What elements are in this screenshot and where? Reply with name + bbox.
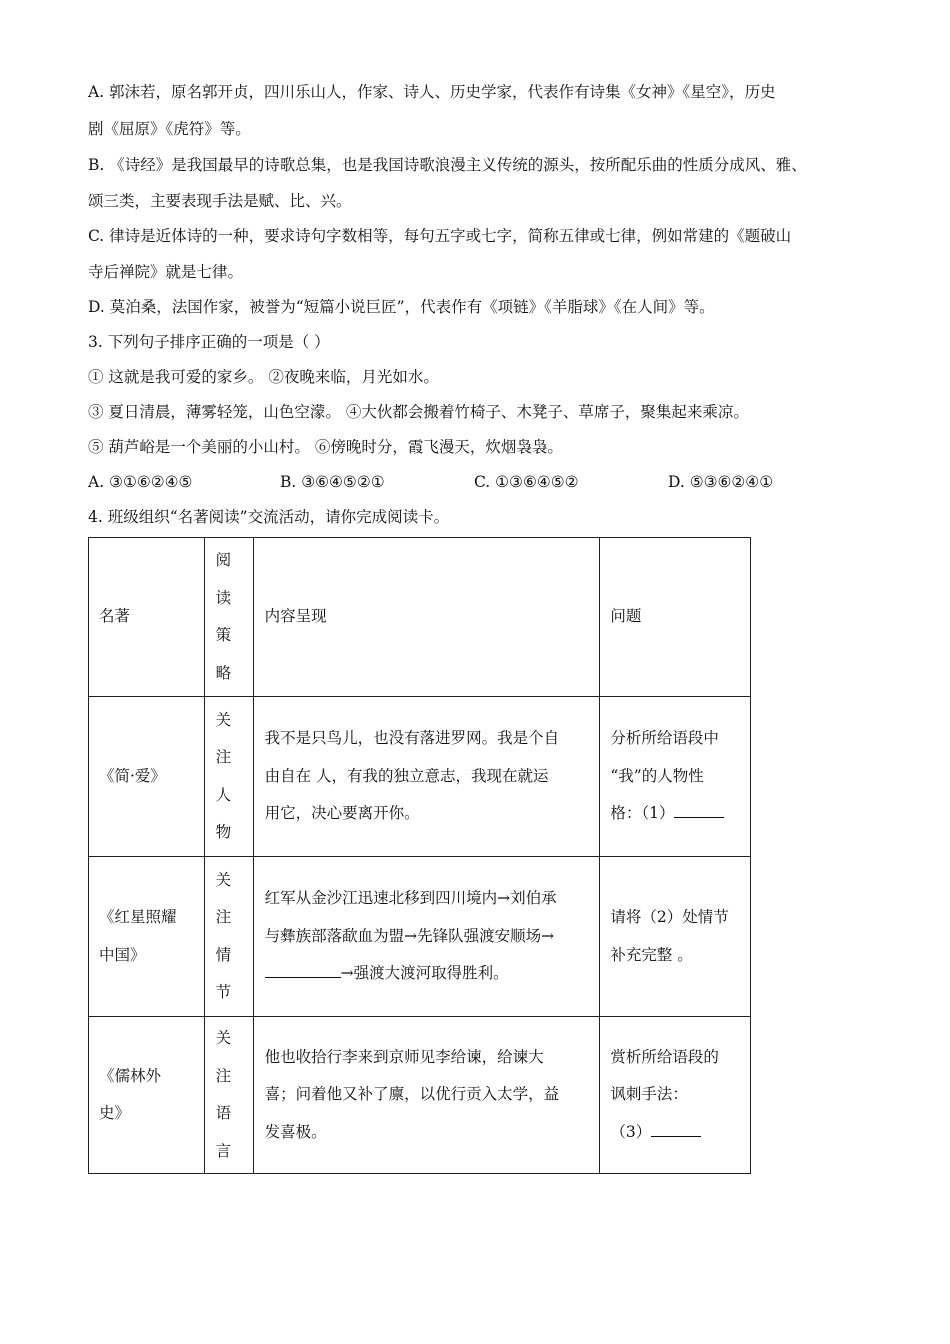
strategy-cell <box>204 857 253 1017</box>
question3-sentences-row3: ⑤ 葫芦峪是一个美丽的小山村。 ⑥傍晚时分，霞飞漫天，炊烟袅袅。 <box>88 438 563 456</box>
question3-choice-a[interactable]: A. ③①⑥②④⑤ <box>88 473 193 491</box>
content-line: 由自在 人，有我的独立意志，我现在就运 <box>264 766 549 785</box>
question-line: “我”的人物性 <box>610 766 704 785</box>
content-line: 发喜极。 <box>264 1122 327 1141</box>
strategy-char: 节 <box>215 983 232 1001</box>
table-row <box>89 857 751 1017</box>
question-line: （3） <box>610 1122 652 1141</box>
content-line: 与彝族部落歃血为盟→先锋队强渡安顺场→ <box>264 926 555 945</box>
option-b-line2: 颂三类，主要表现手法是赋、比、兴。 <box>88 192 352 210</box>
question3-sentences-row1: ① 这就是我可爱的家乡。 ②夜晚来临，月光如水。 <box>88 368 439 386</box>
content-line: 喜；问着他又补了廪，以优行贡入太学，益 <box>264 1085 560 1104</box>
question-line: 分析所给语段中 <box>610 729 719 748</box>
question-cell <box>600 857 751 1017</box>
strategy-char: 言 <box>215 1141 232 1160</box>
question-cell <box>600 1017 751 1174</box>
table-row <box>89 1017 751 1174</box>
reading-card-table <box>88 537 751 1174</box>
question3-choice-c[interactable]: C. ①③⑥④⑤② <box>474 473 579 491</box>
answer-blank-3[interactable] <box>651 1122 701 1137</box>
question-line: 讽刺手法： <box>610 1085 688 1104</box>
header-strategy-char: 策 <box>215 626 232 644</box>
strategy-char: 关 <box>215 710 232 729</box>
strategy-char: 人 <box>215 785 232 804</box>
question4-stem: 4. 班级组织“名著阅读”交流活动，请你完成阅读卡。 <box>88 508 450 526</box>
content-cell <box>253 1017 600 1174</box>
question3-choice-d[interactable]: D. ⑤③⑥②④① <box>668 473 774 491</box>
question-line-with-blank <box>610 795 740 833</box>
header-strategy <box>204 538 253 697</box>
content-line: →强渡大渡河取得胜利。 <box>340 964 509 983</box>
book-name-line: 中国》 <box>99 945 146 964</box>
question-line: 补充完整 。 <box>610 945 693 964</box>
answer-blank-2[interactable] <box>265 963 341 978</box>
header-strategy-char: 略 <box>215 663 232 682</box>
strategy-cell <box>204 1017 253 1174</box>
strategy-char: 注 <box>215 748 232 766</box>
option-d-line1: D. 莫泊桑，法国作家，被誉为“短篇小说巨匠”，代表作有《项链》《羊脂球》《在人间》等。 <box>88 298 715 316</box>
content-line: 红军从金沙江迅速北移到四川境内→刘伯承 <box>264 889 557 908</box>
strategy-char: 注 <box>215 908 232 926</box>
content-line: 我不是只鸟儿，也没有落进罗网。我是个自 <box>264 729 560 748</box>
strategy-char: 关 <box>215 870 232 889</box>
question-line-with-blank <box>610 1114 740 1152</box>
table-row <box>89 697 751 857</box>
content-cell <box>253 857 600 1017</box>
content-line-with-blank <box>265 955 589 993</box>
book-name: 《简·爱》 <box>89 697 205 857</box>
question3-stem: 3. 下列句子排序正确的一项是（ ） <box>88 333 330 351</box>
option-a-line1: A. 郭沫若，原名郭开贞，四川乐山人，作家、诗人、历史学家，代表作有诗集《女神》《星空》，历史 <box>88 83 776 101</box>
header-question: 问题 <box>600 538 751 697</box>
option-a-line2: 剧《屈原》《虎符》等。 <box>88 120 251 138</box>
header-content: 内容呈现 <box>253 538 600 697</box>
content-line: 用它，决心要离开你。 <box>264 804 420 823</box>
book-name-line: 《儒林外 <box>99 1066 162 1085</box>
book-name-line: 《红星照耀 <box>99 908 177 926</box>
strategy-char: 情 <box>215 945 232 964</box>
question3-sentences-row2: ③ 夏日清晨，薄雾轻笼，山色空濛。 ④大伙都会搬着竹椅子、木凳子、草席子，聚集起来乘凉。 <box>88 403 749 421</box>
header-strategy-char: 读 <box>215 588 232 607</box>
book-name <box>89 857 205 1017</box>
option-c-line1: C. 律诗是近体诗的一种，要求诗句字数相等，每句五字或七字，简称五律或七律，例如常建的《题破山 <box>88 227 792 245</box>
table-header-row <box>89 538 751 697</box>
strategy-char: 物 <box>215 823 232 841</box>
header-strategy-char: 阅 <box>215 551 232 569</box>
option-c-line2: 寺后禅院》就是七律。 <box>88 263 244 281</box>
strategy-char: 关 <box>215 1029 232 1047</box>
question3-choice-b[interactable]: B. ③⑥④⑤②① <box>280 473 385 491</box>
book-name-line: 史》 <box>99 1104 131 1122</box>
content-line: 他也收拾行李来到京师见李给谏，给谏大 <box>264 1047 544 1066</box>
book-name <box>89 1017 205 1174</box>
strategy-cell <box>204 697 253 857</box>
option-b-line1: B. 《诗经》是我国最早的诗歌总集，也是我国诗歌浪漫主义传统的源头，按所配乐曲的性质分成风、雅、 <box>88 156 807 174</box>
content-cell <box>253 697 600 857</box>
question-cell <box>600 697 751 857</box>
header-name: 名著 <box>89 538 205 697</box>
question-line: 请将（2）处情节 <box>610 908 729 926</box>
question-line: 赏析所给语段的 <box>610 1047 719 1066</box>
strategy-char: 语 <box>215 1104 232 1122</box>
answer-blank-1[interactable] <box>674 803 724 818</box>
strategy-char: 注 <box>215 1066 232 1085</box>
question-line: 格：（1） <box>610 804 675 823</box>
